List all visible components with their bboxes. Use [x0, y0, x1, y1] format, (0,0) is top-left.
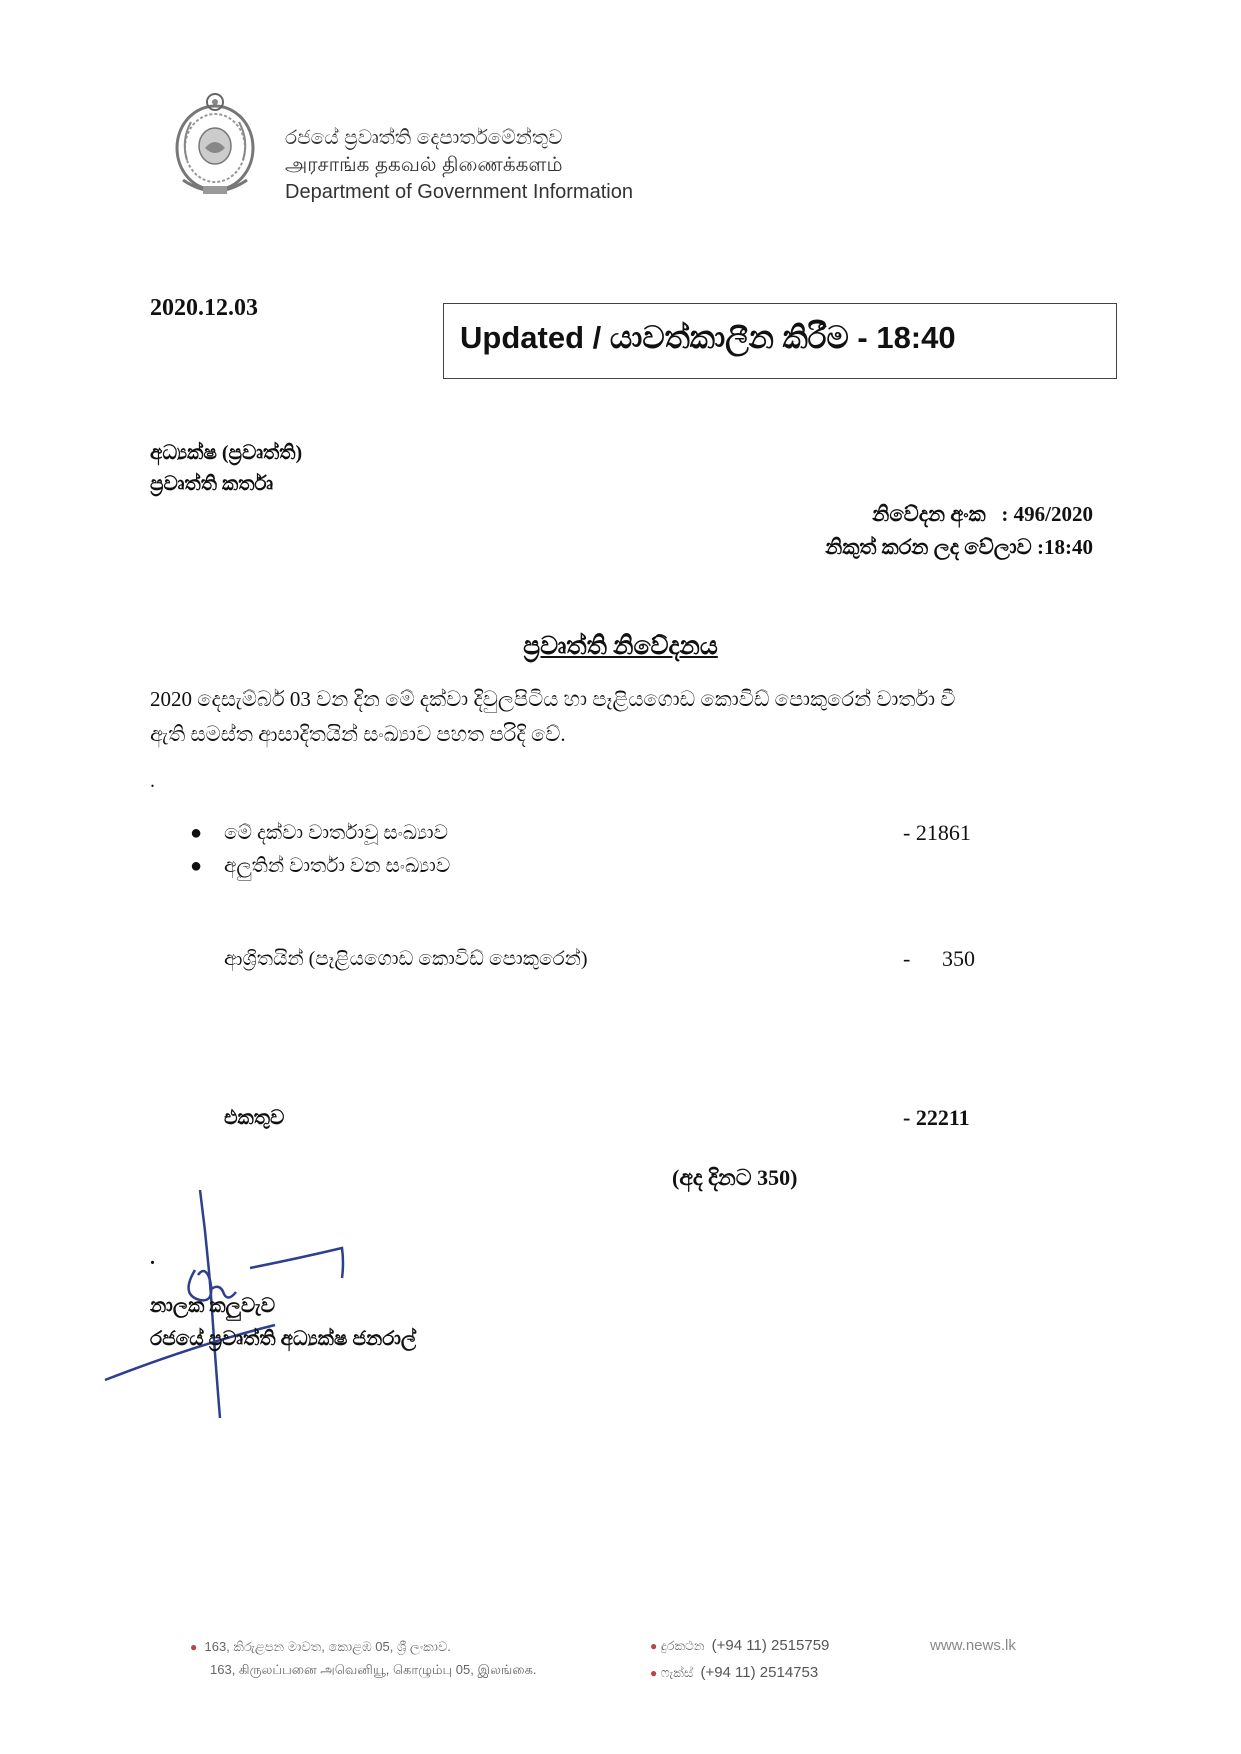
update-banner-text: Updated / යාවත්කාලීන කිරීම - 18:40 [460, 320, 956, 355]
signer-dot: . [150, 1247, 155, 1269]
release-time-label: නිකුත් කරන ලද වේලාව [825, 535, 1032, 559]
bullet-marker: ● [190, 822, 203, 844]
today-note: (අද දිනට 350) [672, 1165, 798, 1190]
footer-website: www.news.lk [930, 1637, 1016, 1654]
addressee-line1: අධ්‍යක්ෂ (ප්‍රවෘත්ති) [150, 442, 303, 464]
header-dept-english: Department of Government Information [285, 181, 633, 203]
release-number-label: නිවේදන අංක [872, 502, 986, 526]
signer-name: නාලක කලුවැව [150, 1295, 276, 1317]
bullet-marker: ● [190, 855, 203, 877]
stray-dot: . [150, 770, 155, 792]
footer-bullet-icon: ● [650, 1666, 658, 1680]
footer-address-sinhala [190, 1639, 451, 1655]
contacts-label: ආශ්‍රිතයින් (පෑළියගොඩ කොවිඩ් පොකුරෙන්) [224, 948, 588, 970]
footer-address-sinhala-text: 163, කිරුළපන මාවත, කොළඹ 05, ශ්‍රී ලංකාව. [204, 1639, 451, 1654]
update-banner [443, 303, 1117, 379]
footer-bullet-icon: ● [190, 1640, 198, 1654]
addressee-line2: ප්‍රවෘත්ති කර්තෘ [150, 473, 274, 495]
total-label: එකතුව [224, 1107, 285, 1129]
footer-phone-label: දුරකථන [660, 1638, 705, 1653]
header-dept-tamil: அரசாங்க தகவல் திணைக்களம் [285, 154, 563, 176]
footer-fax [650, 1664, 818, 1681]
release-number-value: : 496/2020 [1001, 502, 1093, 526]
sri-lanka-emblem-icon [165, 90, 265, 202]
footer-fax-label: ෆැක්ස් [660, 1665, 694, 1680]
contacts-dash: - [903, 946, 911, 971]
header-dept-sinhala: රජයේ ප්‍රවෘත්ති දෙපාර්තමේන්තුව [285, 127, 563, 149]
release-number [872, 502, 1093, 527]
contacts-value: 350 [942, 946, 975, 971]
signer-title: රජයේ ප්‍රවෘත්ති අධ්‍යක්ෂ ජනරාල් [150, 1328, 417, 1350]
intro-line1: 2020 දෙසැම්බර් 03 වන දින මේ දක්වා දිවුලපිටිය හා පෑළියගොඩ කොවිඩ් පොකුරෙන් වාර්තා වී [150, 687, 956, 711]
intro-line2: ඇති සමස්ත ආසාදිතයින් සංඛ්‍යාව පහත පරිදි වේ. [150, 722, 566, 746]
reported-count-label: මේ දක්වා වාර්තාවූ සංඛ්‍යාව [224, 822, 448, 844]
footer-address-tamil: 163, கிருலப்பனை அவெனியூ, கொழும்பு 05, இலங்கை. [210, 1662, 537, 1677]
new-count-label: අලුතින් වාර්තා වන සංඛ්‍යාව [224, 855, 451, 877]
release-time-value: :18:40 [1037, 535, 1093, 559]
footer-bullet-icon: ● [650, 1639, 658, 1653]
reported-count-value: - 21861 [903, 820, 971, 845]
release-time [825, 535, 1093, 560]
total-value: - 22211 [903, 1105, 970, 1130]
footer-fax-number: (+94 11) 2514753 [700, 1664, 819, 1681]
release-title [0, 633, 1241, 661]
footer-phone-number: (+94 11) 2515759 [711, 1637, 830, 1654]
footer-phone [650, 1637, 829, 1654]
release-date: 2020.12.03 [150, 295, 258, 321]
release-title-text: ප්‍රවෘත්ති නිවේදනය [523, 633, 718, 660]
